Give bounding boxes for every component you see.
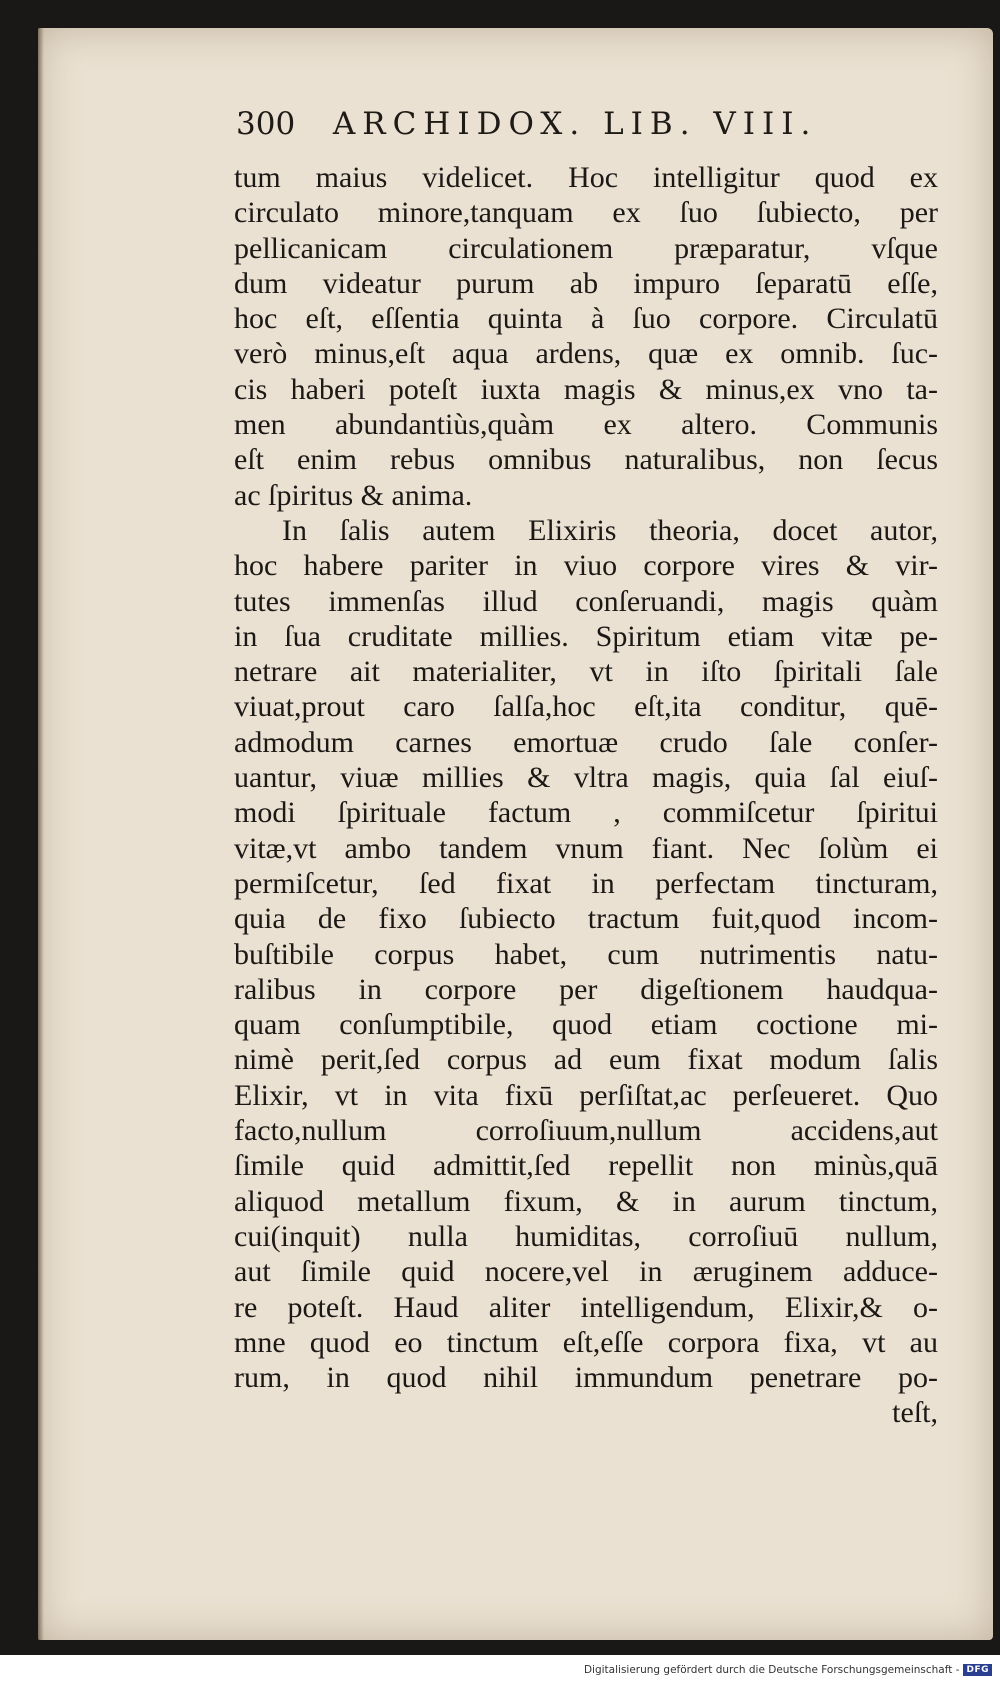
text-line: ralibus in corpore per digeſtionem haudqua- — [234, 972, 938, 1006]
text-line: cis haberi poteſt iuxta magis & minus,ex vno ta- — [234, 372, 938, 406]
text-line: cui(inquit) nulla humiditas, corroſiuū nullum, — [234, 1219, 938, 1253]
text-line: admodum carnes emortuæ crudo ſale conſer- — [234, 725, 938, 759]
text-line-paragraph-start: In ſalis autem Elixiris theoria, docet autor, — [282, 513, 938, 547]
text-line: tum maius videlicet. Hoc intelligitur quod ex — [234, 161, 938, 194]
text-line: vitæ,vt ambo tandem vnum fiant. Nec ſolùm ei — [234, 831, 938, 865]
text-line: re poteſt. Haud aliter intelligendum, Elixir,& o- — [234, 1290, 938, 1324]
text-line: in ſua cruditate millies. Spiritum etiam vitæ pe- — [234, 619, 938, 653]
text-line: Elixir, vt in vita fixū perſiſtat,ac perſeueret. Quo — [234, 1078, 938, 1112]
text-line: verò minus,eſt aqua ardens, quæ ex omnib. ſuc- — [234, 337, 938, 371]
text-line: permiſcetur, ſed fixat in perfectam tincturam, — [234, 866, 938, 900]
text-line: ſimile quid admittit,ſed repellit non minùs,quā — [234, 1149, 938, 1183]
footer-credit: Digitalisierung gefördert durch die Deutsche Forschungsgemeinschaft - — [583, 1663, 960, 1676]
text-line: tutes immenſas illud conſeruandi, magis quàm — [234, 584, 938, 618]
text-line: facto,nullum corroſiuum,nullum accidens,aut — [234, 1114, 938, 1148]
text-line: rum, in quod nihil immundum penetrare po- — [234, 1361, 938, 1395]
text-line: pellicanicam circulationem præparatur, vſque — [234, 231, 938, 265]
text-line: modi ſpirituale factum , commiſcetur ſpiritui — [234, 796, 938, 830]
text-line: dum videatur purum ab impuro ſeparatū eſſe, — [234, 266, 938, 300]
text-line: viuat,prout caro ſalſa,hoc eſt,ita conditur, quē- — [234, 690, 938, 724]
catchword: teſt, — [892, 1396, 938, 1430]
text-line: hoc eſt, eſſentia quinta à ſuo corpore. Circulatū — [234, 302, 938, 336]
text-line: netrare ait materialiter, vt in iſto ſpiritali ſale — [234, 655, 938, 689]
text-line: mne quod eo tinctum eſt,eſſe corpora fixa, vt au — [234, 1325, 938, 1359]
digitization-footer — [0, 1656, 992, 1683]
page-number: 300 — [236, 106, 296, 142]
running-title: ARCHIDOX. LIB. VIII. — [332, 106, 818, 142]
text-line: aliquod metallum fixum, & in aurum tinctum, — [234, 1184, 938, 1218]
page-gutter-shadow — [38, 28, 44, 1640]
text-line: eſt enim rebus omnibus naturalibus, non ſecus — [234, 443, 938, 477]
text-line: buſtibile corpus habet, cum nutrimentis natu- — [234, 937, 938, 971]
text-line: quam conſumptibile, quod etiam coctione mi- — [234, 1008, 938, 1042]
text-line: hoc habere pariter in viuo corpore vires & vir- — [234, 549, 938, 583]
text-line: quia de fixo ſubiecto tractum fuit,quod incom- — [234, 902, 938, 936]
text-line: aut ſimile quid nocere,vel in æruginem adduce- — [234, 1255, 938, 1289]
text-line: ac ſpiritus & anima. — [234, 478, 473, 512]
page-header — [236, 106, 876, 152]
body-text — [234, 160, 938, 1431]
text-line: circulato minore,tanquam ex ſuo ſubiecto, per — [234, 196, 938, 230]
dfg-logo: DFG — [963, 1664, 992, 1676]
text-line: men abundantiùs,quàm ex altero. Communis — [234, 408, 938, 442]
text-line: nimè perit,ſed corpus ad eum fixat modum ſalis — [234, 1043, 938, 1077]
text-line: uantur, viuæ millies & vltra magis, quia ſal eiuſ- — [234, 761, 938, 795]
